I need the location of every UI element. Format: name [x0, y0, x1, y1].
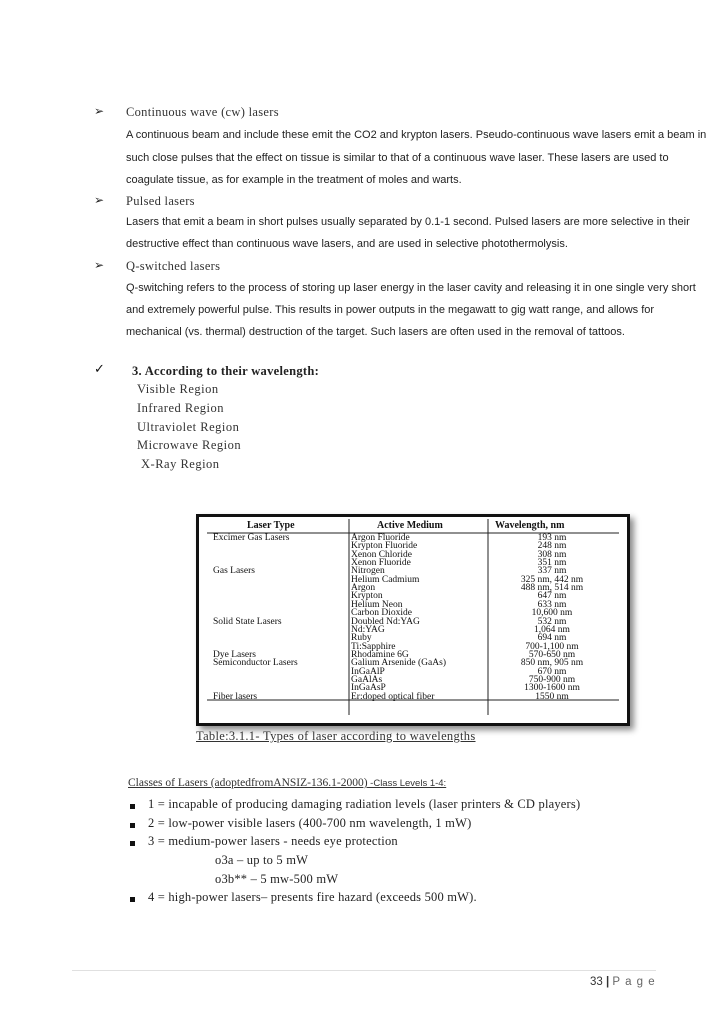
footer-separator: |	[606, 976, 610, 988]
region-item: X-Ray Region	[141, 457, 220, 471]
table-active-medium: Helium Neon	[351, 599, 403, 610]
checkmark-icon: ✓	[94, 362, 105, 377]
square-bullet-icon	[130, 823, 135, 828]
table-wavelength: 1,064 nm	[534, 624, 570, 635]
class-subitem	[215, 853, 308, 868]
table-laser-type: Dye Lasers	[213, 649, 256, 660]
square-bullet-icon	[130, 897, 135, 902]
table-active-medium: Argon Fluoride	[351, 533, 410, 543]
table-active-medium: Nitrogen	[351, 566, 385, 577]
table-header-wavelength: Wavelength, nm	[495, 520, 565, 531]
table-active-medium: Nd:YAG	[351, 624, 385, 635]
table-wavelength: 532 nm	[537, 616, 567, 627]
paragraph-line: and extremely powerful pulse. This results in power outputs in the megawatt to gig watt range, and allows for	[126, 304, 655, 316]
sub-bullet-icon: o	[215, 853, 222, 867]
table-wavelength: 10,600 nm	[531, 608, 573, 619]
table-active-medium: Ruby	[351, 633, 372, 644]
table-wavelength: 633 nm	[537, 599, 567, 610]
page-number: 33	[590, 976, 603, 988]
table-laser-type: Gas Lasers	[213, 566, 255, 577]
section-heading: Pulsed lasers	[126, 194, 195, 208]
paragraph-line: mechanical (vs. thermal) destruction of the target. Such lasers are often used in the removal of tattoos.	[126, 326, 625, 338]
classes-title-tail: -Class Levels 1-4:	[367, 778, 447, 789]
table-wavelength: 325 nm, 442 nm	[520, 574, 584, 585]
classes-title-main: Classes of Lasers (adoptedfromANSIZ-136.1-2000)	[128, 777, 368, 789]
table-active-medium: GaAlAs	[351, 674, 383, 685]
class-subitem-text: 3b** – 5 mw-500 mW	[221, 872, 339, 886]
table-active-medium: InGaAlP	[351, 666, 385, 677]
table-wavelength: 850 nm, 905 nm	[520, 658, 584, 669]
class-subitem-text: 3a – up to 5 mW	[221, 853, 309, 867]
wavelength-heading: 3. According to their wavelength:	[132, 364, 320, 378]
table-active-medium: Helium Cadmium	[351, 574, 420, 585]
table-header-type: Laser Type	[247, 520, 295, 531]
paragraph-line: A continuous beam and include these emit the CO2 and krypton lasers. Pseudo-continuous wave lasers emit a beam in	[126, 129, 707, 141]
laser-types-table	[196, 514, 630, 726]
table-wavelength: 750-900 nm	[528, 674, 576, 685]
table-wavelength: 1550 nm	[535, 691, 569, 702]
table-caption: Table:3.1.1- Types of laser according to wavelengths	[196, 729, 476, 743]
paragraph-line: such close pulses that the effect on tissue is similar to that of a continuous wave laser. These lasers are used to	[126, 152, 669, 164]
footer-divider	[72, 970, 656, 971]
class-item: 2 = low-power visible lasers (400-700 nm wavelength, 1 mW)	[148, 816, 472, 830]
table-wavelength: 700-1,100 nm	[525, 641, 579, 652]
table-laser-type: Semiconductor Lasers	[213, 658, 298, 669]
class-item: 4 = high-power lasers– presents fire hazard (exceeds 500 mW).	[148, 890, 477, 904]
table-wavelength: 570-650 nm	[528, 649, 576, 660]
table-active-medium: Argon	[351, 583, 376, 594]
table-wavelength: 1300-1600 nm	[524, 683, 580, 694]
table-wavelength: 337 nm	[537, 566, 567, 577]
class-subitem	[215, 872, 338, 887]
table-active-medium: InGaAsP	[351, 683, 386, 694]
table-wavelength: 193 nm	[537, 533, 567, 543]
table-wavelength: 308 nm	[537, 549, 567, 560]
region-item: Visible Region	[137, 382, 219, 396]
arrow-bullet-icon: ➢	[94, 104, 105, 118]
page-label: P a g e	[612, 976, 656, 988]
paragraph-line: destructive effect than continuous wave lasers, and are used in selective photothermolysis.	[126, 238, 568, 250]
table-active-medium: Carbon Dioxide	[351, 608, 412, 619]
classes-title	[128, 777, 446, 789]
arrow-bullet-icon: ➢	[94, 258, 105, 272]
table-active-medium: Rhodamine 6G	[351, 649, 409, 660]
table-active-medium: Ti:Sapphire	[351, 641, 396, 652]
page-footer	[590, 976, 656, 988]
class-item: 1 = incapable of producing damaging radiation levels (laser printers & CD players)	[148, 797, 581, 811]
paragraph-line: coagulate tissue, as for example in the treatment of moles and warts.	[126, 174, 462, 186]
table-wavelength: 351 nm	[537, 558, 567, 569]
paragraph-line: Lasers that emit a beam in short pulses usually separated by 0.1-1 second. Pulsed lasers are more selective in their	[126, 216, 690, 228]
sub-bullet-icon: o	[215, 872, 222, 886]
table-active-medium: Krypton Fluoride	[351, 541, 418, 552]
region-item: Infrared Region	[137, 401, 224, 415]
region-item: Ultraviolet Region	[137, 420, 240, 434]
table-laser-type: Solid State Lasers	[213, 616, 282, 627]
table-wavelength: 670 nm	[537, 666, 567, 677]
section-heading: Continuous wave (cw) lasers	[126, 105, 279, 119]
table-active-medium: Er:doped optical fiber	[351, 691, 435, 702]
square-bullet-icon	[130, 841, 135, 846]
paragraph-line: Q-switching refers to the process of storing up laser energy in the laser cavity and releasing it in one single very short	[126, 282, 696, 294]
table-active-medium: Doubled Nd:YAG	[351, 616, 420, 627]
table-wavelength: 694 nm	[537, 633, 567, 644]
table-active-medium: Xenon Chloride	[351, 549, 412, 560]
region-item: Microwave Region	[137, 438, 242, 452]
table-laser-type: Fiber lasers	[213, 691, 258, 702]
class-item: 3 = medium-power lasers - needs eye protection	[148, 834, 398, 848]
table-laser-type: Excimer Gas Lasers	[213, 533, 290, 543]
table-active-medium: Galium Arsenide (GaAs)	[351, 658, 446, 669]
table-header-medium: Active Medium	[377, 520, 443, 531]
table-active-medium: Xenon Fluoride	[351, 558, 411, 569]
arrow-bullet-icon: ➢	[94, 193, 105, 207]
table-wavelength: 248 nm	[537, 541, 567, 552]
square-bullet-icon	[130, 804, 135, 809]
table-active-medium: Krypton	[351, 591, 383, 602]
table-wavelength: 488 nm, 514 nm	[520, 583, 584, 594]
section-heading: Q-switched lasers	[126, 259, 221, 273]
table-wavelength: 647 nm	[537, 591, 567, 602]
